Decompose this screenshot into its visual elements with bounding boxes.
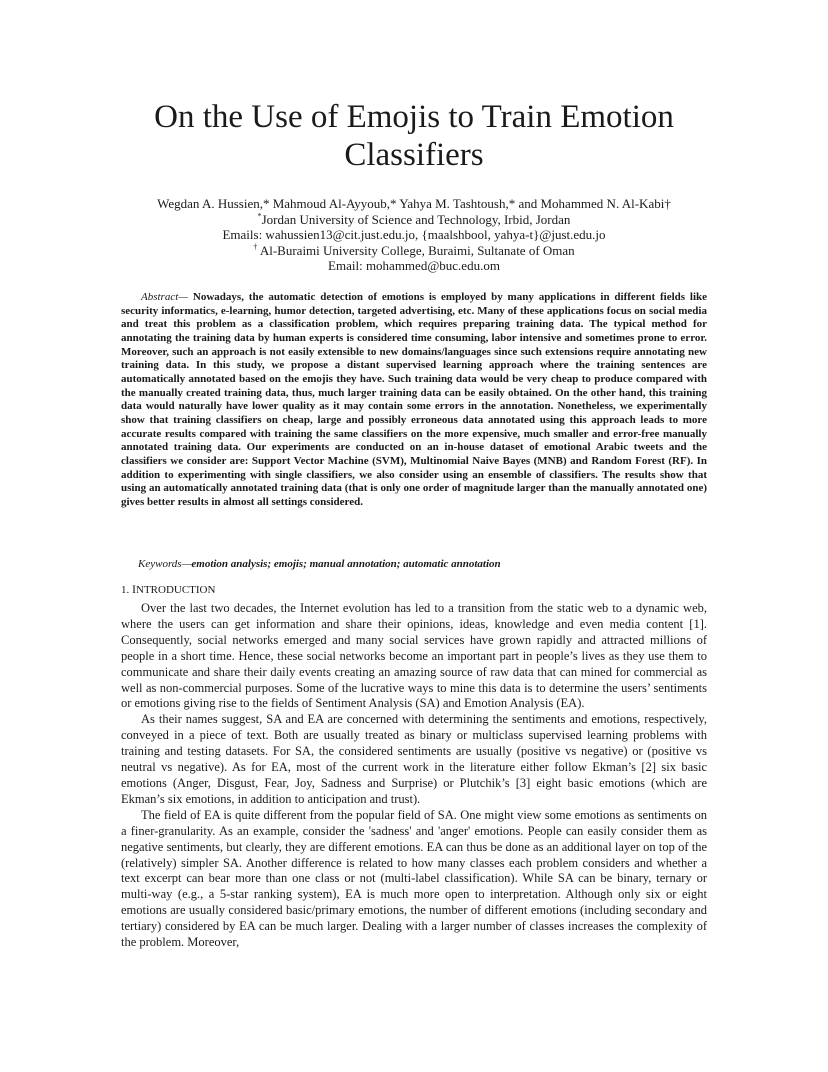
author-block [100,196,728,274]
author-names: Wegdan A. Hussien,* Mahmoud Al-Ayyoub,* Yahya M. Tashtoush,* and Mohammed N. Al-Kabi† [157,196,671,211]
affiliation-2 [100,243,728,259]
paragraph: The field of EA is quite different from the popular field of SA. One might view some emotions as sentiments on a finer-granularity. As an example, consider the 'sadness' and 'anger' emotions. People can easily consider them as negative sentiments, but clearly, they are different emotions. EA can thus be done as an additional layer on top of the (relatively) simpler SA. Another difference is related to how many classes each problem considers and whether a text excerpt can bear more than one class or not (multi-label classification). While SA can be binary, ternary or multi-way (e.g., a 5-star ranking system), EA is much more open to interpretation. Although only six or eight emotions are usually considered basic/primary emotions, the number of different emotions (including secondary and tertiary) considered by EA can be much larger. Dealing with a larger number of classes increases the complexity of the problem. Moreover, [121,807,707,950]
affiliation-1 [100,212,728,228]
email-2: Email: mohammed@buc.edu.om [328,258,500,274]
affiliation-2-text: Al-Buraimi University College, Buraimi, Sultanate of Oman [259,242,575,258]
section-number: 1. [121,584,130,596]
emails-1: Emails: wahussien13@cit.just.edu.jo, {maalshbool, yahya-t}@just.edu.jo [222,227,606,243]
section-title-initial: I [132,582,136,596]
abstract-text: Nowadays, the automatic detection of emotions is employed by many applications in different fields like security informatics, e-learning, humor detection, targeted advertising, etc. Many of these applications focus on social media and treat this problem as a classification problem, which requires preparing training data. The typical method for annotating the training data by human experts is considered time consuming, labor intensive and sometimes prone to error. Moreover, such an approach is not easily extensible to new domains/languages since such extensions require annotating new training data. In this study, we propose a distant supervised learning approach where the training sentences are automatically annotated based on the emojis they have. Such training data would be very cheap to produce compared with the manually created training data, thus, much larger training data can be easily obtained. On the other hand, this training data would naturally have lower quality as it may contain some errors in the annotation. Nonetheless, we experimentally show that training classifiers on cheap, large and possibly erroneous data annotated using this approach leads to more accurate results compared with training the same classifiers on the more expensive, much smaller and error-free manually annotated training data. Our experiments are conducted on an in-house dataset of emotional Arabic tweets and the classifiers we consider are: Support Vector Machine (SVM), Multinomial Naive Bayes (MNB) and Random Forest (RF). In addition to experimenting with single classifiers, we also consider using an ensemble of classifiers. The results show that using an automatically annotated training data (that is only one order of magnitude larger than the manually annotated one) gives better results in almost all settings considered. [121,291,708,508]
affiliation-1-mark: * [257,211,262,221]
paragraph: Over the last two decades, the Internet evolution has led to a transition from the static web to a dynamic web, where the users can get information and share their opinions, ideas, knowledge and even media content [1]. Consequently, social networks emerged and many social services have grown rapidly and attracted millions of people in a short time. Hence, these social networks become an important part in people’s lives as they use them to communicate and share their daily events creating an amazing source of raw data that can mined for commercial as well as non-commercial purposes. Some of the lucrative ways to mine this data is to determine the users’ sentiments or emotions giving rise to the fields of Sentiment Analysis (SA) and Emotion Analysis (EA). [121,601,707,711]
keywords-label: Keywords— [138,558,192,570]
section-heading [121,582,215,597]
abstract-label: Abstract— [141,291,189,303]
paper-title: On the Use of Emojis to Train Emotion Classifiers [154,99,674,173]
affiliation-1-text: Jordan University of Science and Technology, Irbid, Jordan [261,211,571,227]
paragraph: As their names suggest, SA and EA are concerned with determining the sentiments and emotions, respectively, conveyed in a piece of text. Both are usually treated as binary or multiclass supervised learning problems with training and testing datasets. For SA, the considered sentiments are usually (positive vs negative) or (positive vs neutral vs negative). As for EA, most of the current work in the literature either follow Ekman’s [2] six basic emotions (Anger, Disgust, Fear, Joy, Sadness and Surprise) or Plutchik’s [3] eight basic emotions (which are Ekman’s six emotions, in addition to anticipation and trust). [121,712,707,806]
section-title-rest: NTRODUCTION [136,584,216,596]
keywords [138,558,718,571]
affiliation-2-mark: † [253,242,258,252]
keywords-text: emotion analysis; emojis; manual annotation; automatic annotation [191,558,501,570]
body-text [121,601,707,951]
abstract [121,291,707,510]
